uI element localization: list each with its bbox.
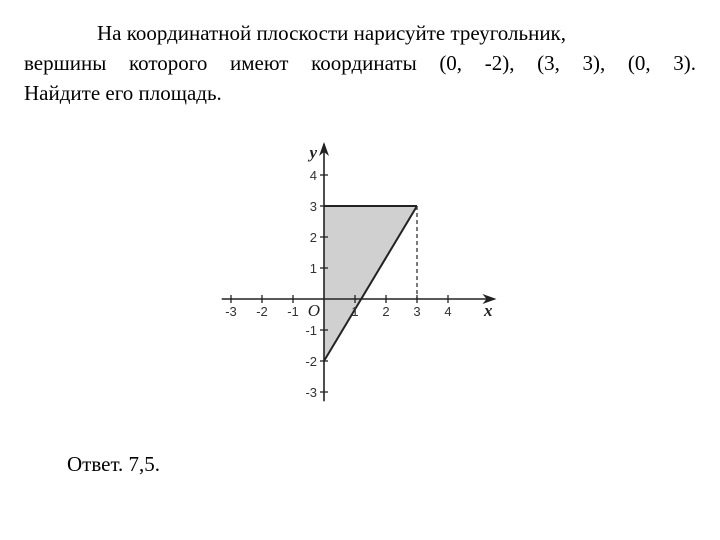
- y-tick-label-1: 3: [309, 199, 317, 214]
- x-tick-label-5: 3: [413, 304, 421, 319]
- y-tick-label-3: 1: [309, 261, 317, 276]
- problem-line-2: вершины которого имеют координаты (0, -2), (3, 3), (0, 3).: [24, 51, 696, 75]
- y-tick-label-5: -2: [305, 354, 317, 369]
- problem-line-3: Найдите его площадь.: [24, 81, 222, 105]
- y-tick-label-0: 4: [309, 168, 317, 183]
- origin-label: O: [307, 301, 320, 320]
- x-tick-label-3: 1: [351, 304, 359, 319]
- answer-text: Ответ. 7,5.: [67, 452, 161, 476]
- y-tick-label-4: -1: [305, 323, 317, 338]
- x-tick-label-2: -1: [287, 304, 299, 319]
- x-tick-label-0: -3: [225, 304, 237, 319]
- problem-line-1: На координатной плоскости нарисуйте треугольник,: [97, 21, 567, 45]
- x-tick-label-4: 2: [382, 304, 390, 319]
- y-axis-label: y: [309, 143, 317, 162]
- x-tick-label-6: 4: [444, 304, 452, 319]
- y-tick-label-6: -3: [305, 385, 317, 400]
- x-tick-label-1: -2: [256, 304, 268, 319]
- x-axis-label: x: [484, 301, 493, 320]
- y-tick-label-2: 2: [309, 230, 317, 245]
